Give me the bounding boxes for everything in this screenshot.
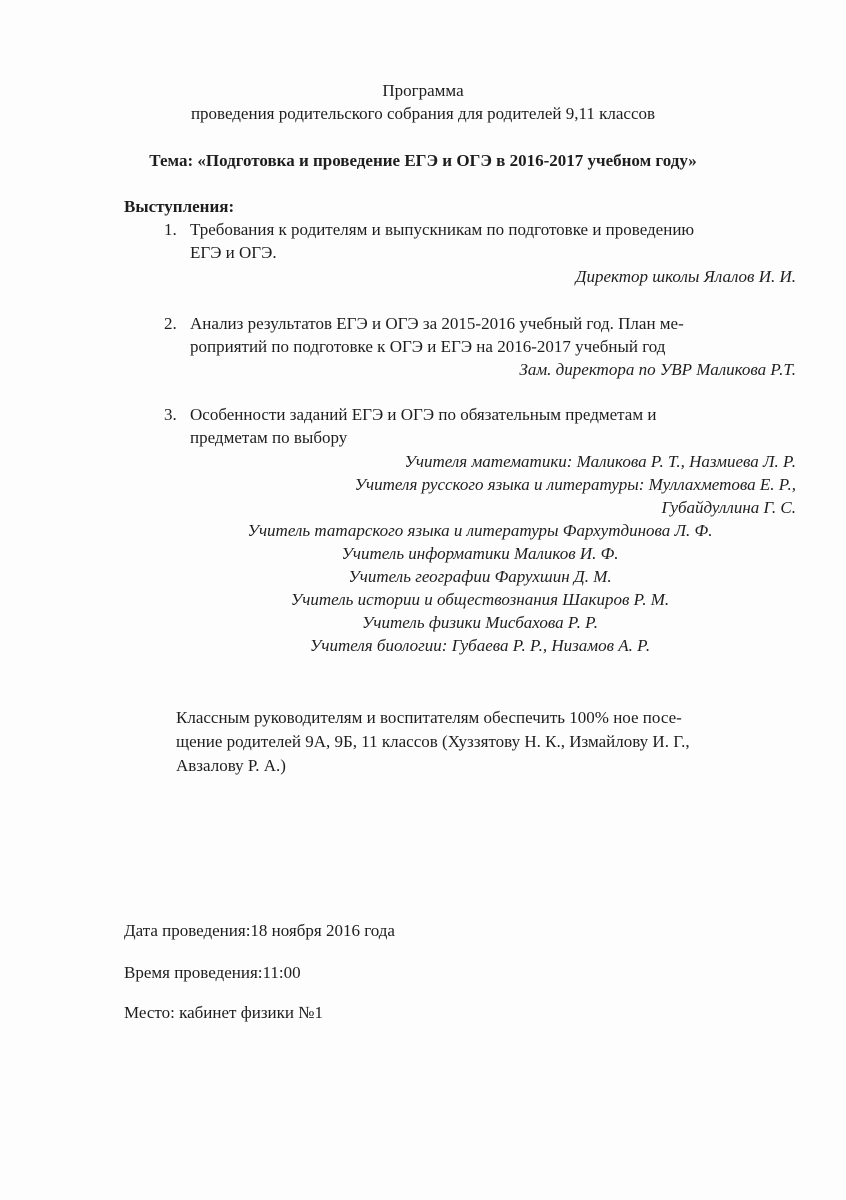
document-subtitle: проведения родительского собрания для родителей 9,11 классов: [190, 104, 656, 123]
speaker-line: Учителя русского языка и литературы: Муллахметова Е. Р.,: [354, 475, 796, 494]
speeches-heading: Выступления:: [124, 197, 235, 216]
speaker-line: Учитель истории и обществознания Шакиров Р. М.: [290, 590, 670, 609]
item-text-line: роприятий по подготовке к ОГЭ и ЕГЭ на 2016-2017 учебный год: [190, 337, 666, 356]
meeting-theme: Тема: «Подготовка и проведение ЕГЭ и ОГЭ в 2016-2017 учебном году»: [149, 151, 697, 170]
speaker-line: Губайдуллина Г. С.: [661, 498, 796, 517]
item-text-line: Требования к родителям и выпускникам по подготовке и проведению: [190, 220, 695, 239]
speaker-line: Директор школы Ялалов И. И.: [575, 267, 796, 286]
document-title: Программа: [382, 81, 464, 100]
note-line: Авзалову Р. А.): [176, 756, 286, 775]
item-text-line: ЕГЭ и ОГЭ.: [190, 243, 277, 262]
meeting-time: Время проведения:11:00: [124, 963, 301, 982]
speaker-line: Учителя биологии: Губаева Р. Р., Низамов А. Р.: [309, 636, 651, 655]
speaker-line: Учитель физики Мисбахова Р. Р.: [361, 613, 599, 632]
item-text-line: предметам по выбору: [190, 428, 348, 447]
item-text-line: Анализ результатов ЕГЭ и ОГЭ за 2015-2016 учебный год. План ме-: [190, 314, 684, 333]
meeting-date: Дата проведения:18 ноября 2016 года: [124, 921, 395, 940]
speaker-line: Зам. директора по УВР Маликова Р.Т.: [519, 360, 796, 379]
item-number: 1.: [164, 220, 177, 239]
item-number: 3.: [164, 405, 177, 424]
speaker-line: Учитель информатики Маликов И. Ф.: [341, 544, 619, 563]
item-number: 2.: [164, 314, 177, 333]
speaker-line: Учителя математики: Маликова Р. Т., Назмиева Л. Р.: [404, 452, 796, 471]
item-text-line: Особенности заданий ЕГЭ и ОГЭ по обязательным предметам и: [190, 405, 657, 424]
speaker-line: Учитель татарского языка и литературы Фархутдинова Л. Ф.: [247, 521, 713, 540]
meeting-place: Место: кабинет физики №1: [124, 1003, 323, 1022]
note-line: Классным руководителям и воспитателям обеспечить 100% ное посе-: [176, 708, 682, 727]
note-line: щение родителей 9А, 9Б, 11 классов (Хуззятову Н. К., Измайлову И. Г.,: [176, 732, 690, 751]
speaker-line: Учитель географии Фарухшин Д. М.: [348, 567, 612, 586]
